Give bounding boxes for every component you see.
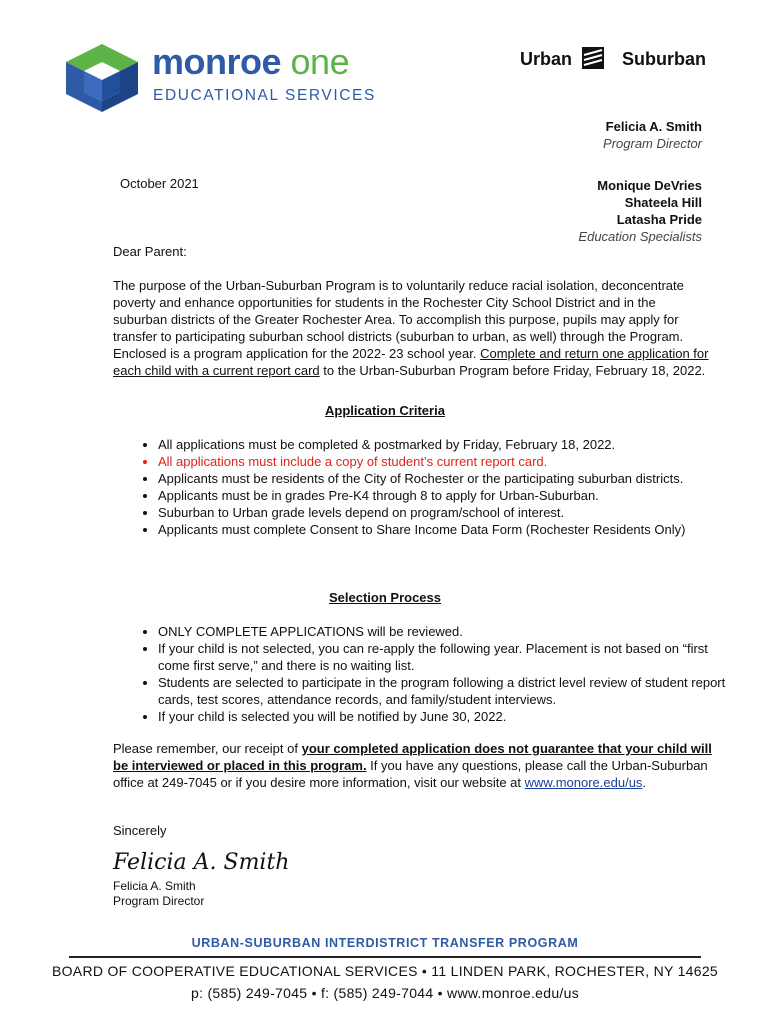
footer-divider	[69, 956, 701, 958]
signer-title: Program Director	[113, 894, 205, 908]
letter-date: October 2021	[120, 176, 199, 191]
intro-text: The purpose of the Urban-Suburban Program is to voluntarily reduce racial isolation, deconcentrate poverty and enhance opportunities for students in the Rochester City School District and in the suburban districts of the Greater Rochester Area. To accomplish this purpose, pupils may apply for transfer to participating suburban school districts (suburban to urban, as well) through the Program. Enclosed is a program application for the 2022- 23 school year.	[113, 278, 684, 361]
list-item: • All applications must be completed & postmarked by Friday, February 18, 2022.	[158, 436, 728, 453]
closing-text: Please remember, our receipt of	[113, 741, 302, 756]
handwritten-signature: Felicia A. Smith	[113, 850, 290, 875]
urban-suburban-mark-icon	[580, 44, 606, 72]
logo-wordmark	[152, 42, 349, 82]
logo-subtitle: EDUCATIONAL SERVICES	[153, 87, 376, 104]
list-item-highlighted: • All applications must include a copy of student’s current report card.	[158, 453, 728, 470]
list-item: • If your child is selected you will be notified by June 30, 2022.	[158, 708, 728, 725]
signer-name: Felicia A. Smith	[113, 879, 196, 893]
selection-list	[130, 623, 728, 725]
specialist-name: Monique DeVries	[597, 178, 702, 193]
urban-suburban-logo	[520, 42, 706, 74]
urban-suburban-logo-right: Suburban	[622, 49, 706, 69]
list-item: • ONLY COMPLETE APPLICATIONS will be reviewed.	[158, 623, 728, 640]
list-item: • Applicants must be in grades Pre-K4 through 8 to apply for Urban-Suburban.	[158, 487, 728, 504]
list-item: • Students are selected to participate in the program following a district level review of student report cards, test scores, attendance records, and family/student interviews.	[158, 674, 728, 708]
footer-program-title: URBAN-SUBURBAN INTERDISTRICT TRANSFER PROGRAM	[191, 936, 579, 950]
criteria-heading: Application Criteria	[325, 403, 445, 418]
intro-paragraph	[113, 277, 713, 379]
list-item: • Applicants must complete Consent to Share Income Data Form (Rochester Residents Only)	[158, 521, 728, 538]
list-item: • Applicants must be residents of the City of Rochester or the participating suburban districts.	[158, 470, 728, 487]
specialists-title: Education Specialists	[578, 229, 702, 244]
specialist-name: Shateela Hill	[624, 195, 702, 210]
intro-text-end: to the Urban-Suburban Program before Friday, February 18, 2022.	[319, 363, 706, 378]
specialist-name: Latasha Pride	[616, 212, 702, 227]
footer-address: BOARD OF COOPERATIVE EDUCATIONAL SERVICES • 11 LINDEN PARK, ROCHESTER, NY 14625	[51, 963, 719, 979]
director-name: Felicia A. Smith	[605, 119, 702, 134]
logo-word-one: one	[290, 41, 350, 82]
selection-heading: Selection Process	[329, 590, 441, 605]
closing-paragraph	[113, 740, 713, 791]
closing-period: .	[642, 775, 647, 790]
website-link[interactable]: www.monore.edu/us	[524, 775, 643, 790]
criteria-list	[130, 436, 728, 538]
intro-underlined-text: Complete and return one application for each child with a current report card	[113, 346, 709, 378]
monroe-one-logo-icon	[66, 44, 138, 112]
footer-contact: p: (585) 249-7045 • f: (585) 249-7044 • www.monroe.edu/us	[190, 985, 579, 1001]
closing-bold-text: your completed application does not guarantee that your child will be interviewed or placed in this program.	[113, 741, 712, 773]
list-item: • If your child is not selected, you can re-apply the following year. Placement is not based on “first come first serve,” and there is no waiting list.	[158, 640, 728, 674]
logo-word-monroe: monroe	[152, 41, 282, 82]
closing-text-2: If you have any questions, please call the Urban-Suburban office at 249-7045 or if you desire more information, visit our website at	[113, 758, 708, 790]
list-item: • Suburban to Urban grade levels depend on program/school of interest.	[158, 504, 728, 521]
sign-off: Sincerely	[113, 823, 167, 838]
greeting: Dear Parent:	[113, 244, 187, 259]
urban-suburban-logo-left: Urban	[520, 49, 573, 69]
director-title: Program Director	[603, 136, 702, 151]
